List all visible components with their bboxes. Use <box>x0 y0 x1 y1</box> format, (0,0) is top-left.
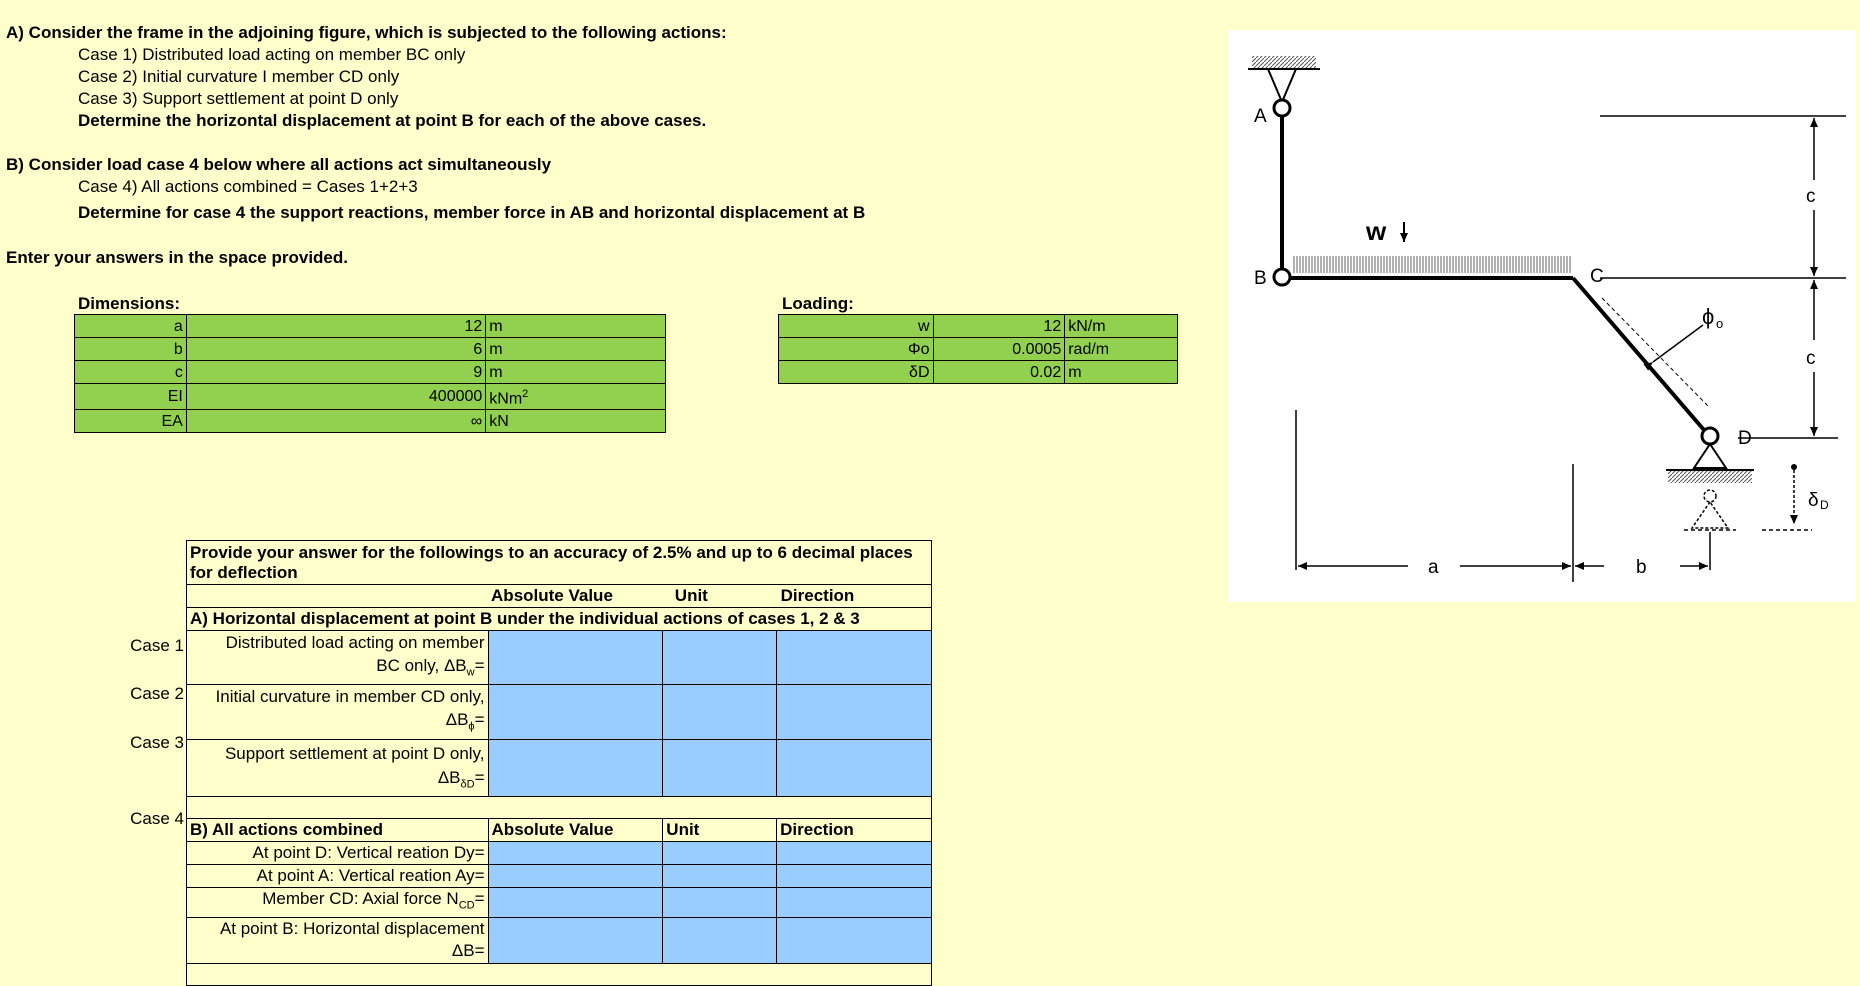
case1-q2-sub: w <box>466 666 475 679</box>
label-d: D <box>1738 428 1752 449</box>
db-question <box>187 917 489 963</box>
db-q1: At point B: Horizontal displacement <box>219 918 485 938</box>
case-label: Case 2 <box>130 684 184 703</box>
dim-unit: m <box>486 315 666 338</box>
label-phi: ϕ <box>1702 304 1715 329</box>
label-dim-c-top: c <box>1806 186 1816 207</box>
ncd-row <box>187 888 932 917</box>
load-value[interactable]: 0.0005 <box>933 338 1065 361</box>
ay-direction-input[interactable] <box>777 865 932 888</box>
case3-direction-input[interactable] <box>777 739 932 796</box>
bottom-spacer-row <box>187 963 932 985</box>
ncd-sub: CD <box>458 899 475 912</box>
ay-unit-input[interactable] <box>663 865 777 888</box>
case2-q2: ΔB <box>445 710 469 730</box>
partB-heading: B) Consider load case 4 below where all actions act simultaneously <box>6 155 552 174</box>
dim-row-c <box>75 361 666 384</box>
partB-task: Determine for case 4 the support reactions, member force in AB and horizontal displacement at B <box>78 203 866 222</box>
dim-unit: m <box>486 361 666 384</box>
label-phi-sub: o <box>1716 316 1724 331</box>
dim-label: b <box>75 338 187 361</box>
case1-unit-input[interactable] <box>663 631 777 685</box>
case3-text: Case 3) Support settlement at point D only <box>78 89 399 108</box>
case2-q2-end: = <box>474 710 485 730</box>
load-value[interactable]: 12 <box>933 315 1065 338</box>
instruction-text: Provide your answer for the followings to an accuracy of 2.5% and up to 6 decimal places for deflection <box>187 541 932 585</box>
case1-q2-end: = <box>474 656 485 675</box>
hinge-a <box>1274 100 1290 116</box>
support-a-hatch <box>1252 56 1316 68</box>
case4-text: Case 4) All actions combined = Cases 1+2+3 <box>78 177 418 196</box>
col-unit-header: Unit <box>663 585 777 608</box>
dim-value[interactable]: 9 <box>186 361 485 384</box>
dim-label: c <box>75 361 187 384</box>
answer-table <box>186 540 932 986</box>
ncd-direction-input[interactable] <box>777 888 932 917</box>
load-row-delta <box>779 361 1178 384</box>
dy-row <box>187 842 932 865</box>
dim-unit: kN <box>486 410 666 433</box>
frame-diagram <box>1228 30 1856 602</box>
spacer-row <box>187 797 932 819</box>
member-cd <box>1573 278 1704 430</box>
header-blank <box>187 585 489 608</box>
case1-row <box>187 631 932 685</box>
db-absolute-input[interactable] <box>488 917 663 963</box>
label-w: w <box>1366 216 1387 246</box>
partA-task: Determine the horizontal displacement at point B for each of the above cases. <box>78 111 707 130</box>
dim-unit-sup: 2 <box>522 388 529 400</box>
load-row-w <box>779 315 1178 338</box>
ay-absolute-input[interactable] <box>488 865 663 888</box>
dim-unit-cell <box>486 384 666 410</box>
dim-unit: kNm <box>489 390 523 408</box>
case1-text: Case 1) Distributed load acting on member BC only <box>78 45 466 64</box>
hinge-b <box>1274 269 1290 285</box>
case2-row <box>187 685 932 739</box>
label-delta-sub: D <box>1820 498 1829 512</box>
curved-shape-dashed <box>1602 298 1710 408</box>
dy-absolute-input[interactable] <box>488 842 663 865</box>
ncd-unit-input[interactable] <box>663 888 777 917</box>
case2-text: Case 2) Initial curvature I member CD only <box>78 67 400 86</box>
db-unit-input[interactable] <box>663 917 777 963</box>
case1-q1: Distributed load acting on member <box>225 633 485 652</box>
header-row-a <box>187 585 932 608</box>
loading-title: Loading: <box>782 294 854 313</box>
col-direction-header-b: Direction <box>777 819 932 842</box>
db-direction-input[interactable] <box>777 917 932 963</box>
dim-row-b <box>75 338 666 361</box>
case3-q2-end: = <box>474 767 485 787</box>
label-dim-a: a <box>1428 557 1439 578</box>
settled-support <box>1692 502 1728 528</box>
dy-unit-input[interactable] <box>663 842 777 865</box>
section-b-title: B) All actions combined <box>187 819 489 842</box>
dim-label: EI <box>75 384 187 410</box>
case3-q2: ΔB <box>437 767 461 787</box>
case2-direction-input[interactable] <box>777 685 932 739</box>
loading-table <box>778 314 1178 384</box>
label-delta: δ <box>1808 490 1819 511</box>
case2-question <box>187 685 489 739</box>
distributed-load-ticks <box>1294 256 1570 273</box>
support-a-triangle <box>1268 69 1296 102</box>
dy-direction-input[interactable] <box>777 842 932 865</box>
load-row-phi <box>779 338 1178 361</box>
dim-value[interactable]: 12 <box>186 315 485 338</box>
section-b-header-row <box>187 819 932 842</box>
ay-row <box>187 865 932 888</box>
dim-row-ei <box>75 384 666 410</box>
dim-value[interactable]: 6 <box>186 338 485 361</box>
col-unit-header-b: Unit <box>663 819 777 842</box>
case3-q2-sub: δD <box>460 778 475 791</box>
load-label: Φo <box>779 338 934 361</box>
case2-unit-input[interactable] <box>663 685 777 739</box>
section-a-title: A) Horizontal displacement at point B under the individual actions of cases 1, 2 & 3 <box>187 608 932 631</box>
col-direction-header: Direction <box>777 585 932 608</box>
load-unit: m <box>1065 361 1178 384</box>
label-dim-c-bottom: c <box>1806 348 1816 369</box>
case1-absolute-input[interactable] <box>488 631 663 685</box>
case2-q1: Initial curvature in member CD only, <box>215 687 485 707</box>
dimensions-title: Dimensions: <box>78 294 181 313</box>
case3-row <box>187 739 932 796</box>
dim-value[interactable]: ∞ <box>186 410 485 433</box>
case1-direction-input[interactable] <box>777 631 932 685</box>
ncd-question <box>187 888 489 917</box>
load-label: w <box>779 315 934 338</box>
case-label: Case 3 <box>130 733 184 752</box>
bottom-spacer-cell <box>187 963 932 985</box>
support-d-hatch <box>1668 471 1752 483</box>
partA-heading: A) Consider the frame in the adjoining figure, which is subjected to the following actions: <box>6 23 727 42</box>
load-unit: rad/m <box>1065 338 1178 361</box>
ncd-q: Member CD: Axial force N <box>262 889 459 909</box>
load-label: δD <box>779 361 934 384</box>
enter-answers-text: Enter your answers in the space provided. <box>6 248 348 267</box>
dim-row-ea <box>75 410 666 433</box>
db-q2: ΔB= <box>451 940 485 960</box>
instruction-row <box>187 541 932 585</box>
dy-question: At point D: Vertical reation Dy= <box>187 842 489 865</box>
dim-unit: m <box>486 338 666 361</box>
case3-q1: Support settlement at point D only, <box>224 743 485 763</box>
case-label: Case 1 <box>130 636 184 655</box>
case1-q2: BC only, ΔB <box>376 656 467 675</box>
label-dim-b: b <box>1636 557 1647 578</box>
case2-q2-sub: ϕ <box>468 720 475 733</box>
phi-pointer-arrow <box>1653 325 1703 362</box>
dim-label: EA <box>75 410 187 433</box>
hinge-d <box>1702 428 1718 444</box>
label-b: B <box>1254 268 1267 289</box>
ay-question: At point A: Vertical reation Ay= <box>187 865 489 888</box>
frame-figure <box>1228 30 1856 602</box>
ncd-absolute-input[interactable] <box>488 888 663 917</box>
support-d-triangle <box>1694 444 1726 468</box>
dimensions-table <box>74 314 666 433</box>
case2-absolute-input[interactable] <box>488 685 663 739</box>
case3-question <box>187 739 489 796</box>
case-label: Case 4 <box>130 809 184 828</box>
label-a: A <box>1254 106 1267 127</box>
dim-row-a <box>75 315 666 338</box>
load-unit: kN/m <box>1065 315 1178 338</box>
db-row <box>187 917 932 963</box>
case3-absolute-input[interactable] <box>488 739 663 796</box>
case1-question <box>187 631 489 685</box>
dim-label: a <box>75 315 187 338</box>
case3-unit-input[interactable] <box>663 739 777 796</box>
dim-value[interactable]: 400000 <box>186 384 485 410</box>
section-a-row <box>187 608 932 631</box>
col-abs-header: Absolute Value <box>488 585 663 608</box>
spacer-cell <box>187 797 932 819</box>
load-value[interactable]: 0.02 <box>933 361 1065 384</box>
label-c: C <box>1590 266 1604 287</box>
ncd-end: = <box>474 889 485 909</box>
col-abs-header-b: Absolute Value <box>488 819 663 842</box>
